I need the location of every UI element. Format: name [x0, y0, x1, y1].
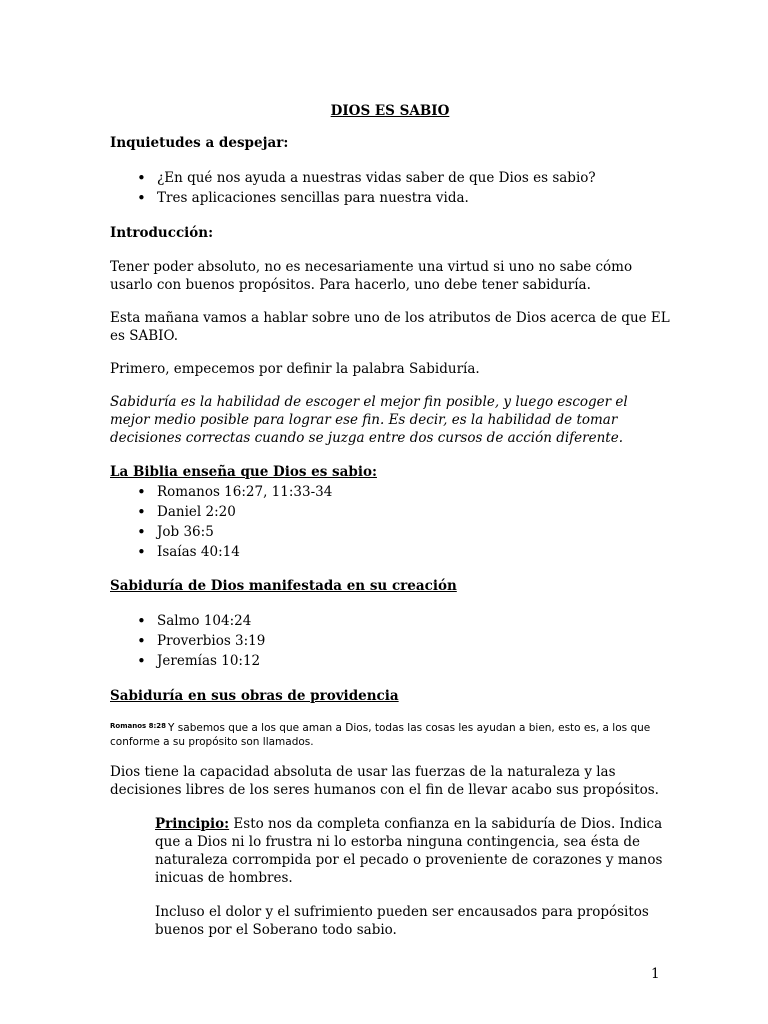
- intro-paragraph-2: Esta mañana vamos a hablar sobre uno de los atributos de Dios acerca de que EL es SABIO.: [110, 310, 670, 344]
- creacion-list: [110, 611, 670, 671]
- intro-paragraph-3: Primero, empecemos por definir la palabra Sabiduría.: [110, 361, 480, 377]
- introduccion-heading: Introducción:: [110, 225, 214, 241]
- list-item: • Job 36:5: [137, 522, 670, 542]
- list-item: • Jeremías 10:12: [137, 651, 670, 671]
- principio-text: Esto nos da completa confianza en la sabiduría de Dios. Indica que a Dios ni lo frustra ni lo estorba ninguna contingencia, sea ésta de naturaleza corrompida por el pecado o proveniente de corazones y manos inicuas de hombres.: [155, 816, 663, 886]
- document-page: [110, 102, 670, 939]
- list-item: • Daniel 2:20: [137, 502, 670, 522]
- intro-paragraph-1: Tener poder absoluto, no es necesariamente una virtud si uno no sabe cómo usarlo con buenos propósitos. Para hacerlo, uno debe tener sabiduría.: [110, 259, 633, 293]
- list-item: • Tres aplicaciones sencillas para nuestra vida.: [137, 188, 670, 208]
- providencia-paragraph-2: Incluso el dolor y el sufrimiento pueden ser encausados para propósitos buenos por el Soberano todo sabio.: [155, 904, 649, 938]
- page-title: DIOS ES SABIO: [330, 103, 450, 119]
- list-item: • Proverbios 3:19: [137, 631, 670, 651]
- biblia-list: [110, 482, 670, 562]
- verse-text: Y sabemos que a los que aman a Dios, todas las cosas les ayudan a bien, esto es, a los que conforme a su propósito son llamados.: [110, 722, 651, 748]
- inquietudes-heading: Inquietudes a despejar:: [110, 135, 289, 151]
- inquietudes-list: [110, 168, 670, 208]
- biblia-heading: La Biblia enseña que Dios es sabio:: [110, 464, 377, 480]
- page-number: 1: [651, 966, 660, 982]
- list-item: • Salmo 104:24: [137, 611, 670, 631]
- principio-label: Principio:: [155, 816, 230, 832]
- list-item: • Isaías 40:14: [137, 542, 670, 562]
- creacion-heading: Sabiduría de Dios manifestada en su creación: [110, 578, 457, 594]
- verse-quote: [110, 719, 670, 749]
- definition-paragraph: Sabiduría es la habilidad de escoger el mejor fin posible, y luego escoger el mejor medio posible para lograr ese fin. Es decir, es la habilidad de tomar decisiones correctas cuando se juzga entre dos cursos de acción diferente.: [110, 394, 628, 446]
- providencia-heading: Sabiduría en sus obras de providencia: [110, 688, 399, 704]
- list-item: • ¿En qué nos ayuda a nuestras vidas saber de que Dios es sabio?: [137, 168, 670, 188]
- list-item: • Romanos 16:27, 11:33-34: [137, 482, 670, 502]
- principio-paragraph: [155, 815, 675, 887]
- verse-reference: Romanos 8:28: [110, 722, 167, 730]
- providencia-paragraph-1: Dios tiene la capacidad absoluta de usar las fuerzas de la naturaleza y las decisiones libres de los seres humanos con el fin de llevar acabo sus propósitos.: [110, 764, 659, 798]
